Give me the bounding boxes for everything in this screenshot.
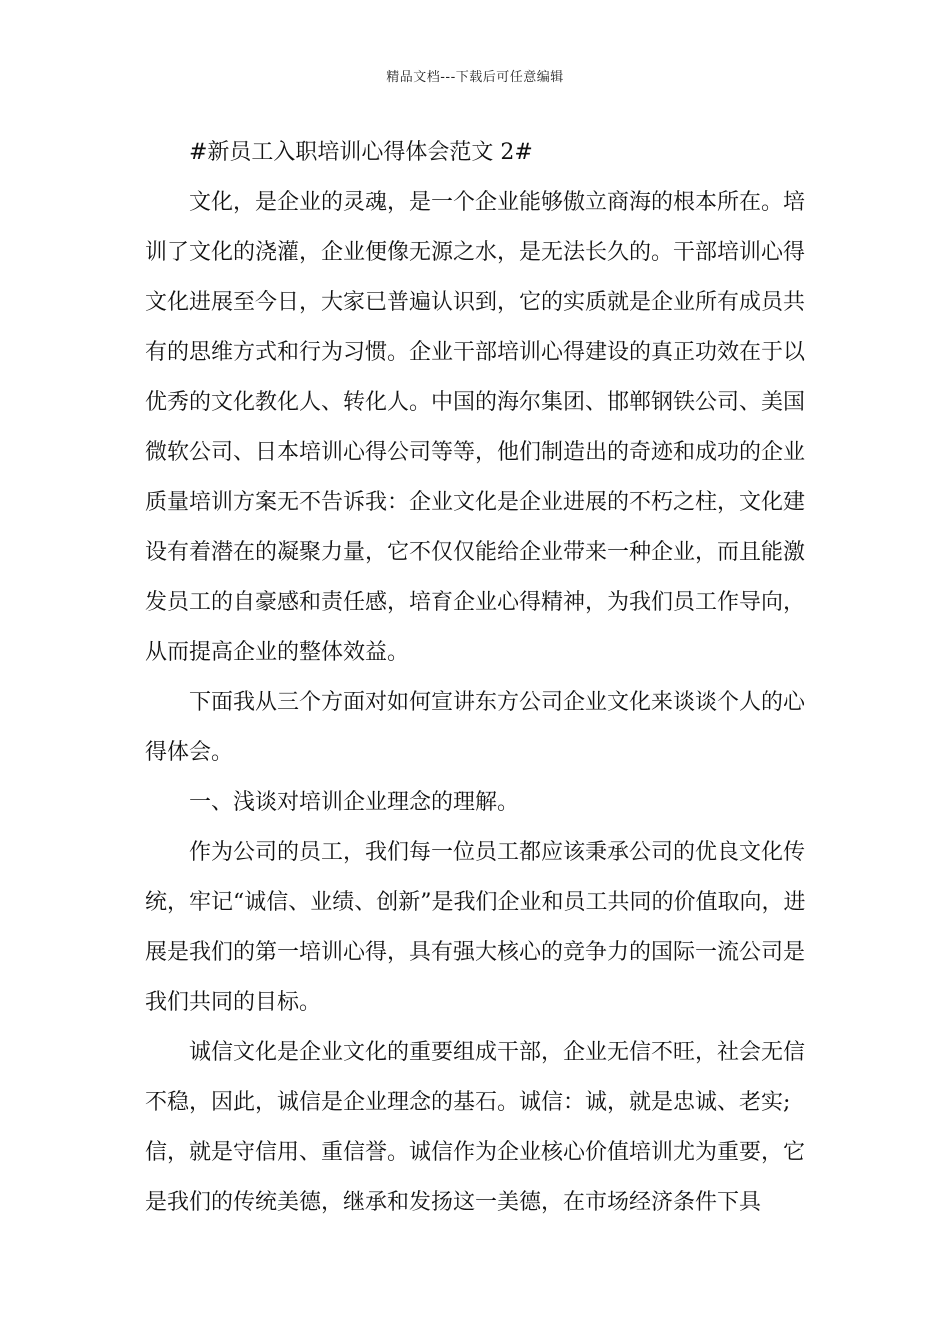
section-heading-1: 一、浅谈对培训企业理念的理解。 [189, 790, 520, 815]
document-title: #新员工入职培训心得体会范文 2# [189, 140, 533, 165]
document-body [145, 128, 825, 1228]
paragraph-4: 诚信文化是企业文化的重要组成干部，企业无信不旺，社会无信不稳，因此，诚信是企业理念的基石。诚信：诚，就是忠诚、老实;信，就是守信用、重信誉。诚信作为企业核心价值培训尤为重要，它是我们的传统美德，继承和发扬这一美德，在市场经济条件下具 [145, 1040, 806, 1215]
paragraph-3: 作为公司的员工，我们每一位员工都应该秉承公司的优良文化传统，牢记“诚信、业绩、创新”是我们企业和员工共同的价值取向，进展是我们的第一培训心得，具有强大核心的竞争力的国际一流公司是我们共同的目标。 [145, 840, 806, 1015]
paragraph-1: 文化，是企业的灵魂，是一个企业能够傲立商海的根本所在。培训了文化的浇灌，企业便像无源之水，是无法长久的。干部培训心得文化进展至今日，大家已普遍认识到，它的实质就是企业所有成员共有的思维方式和行为习惯。企业干部培训心得建设的真正功效在于以优秀的文化教化人、转化人。中国的海尔集团、邯郸钢铁公司、美国微软公司、日本培训心得公司等等，他们制造出的奇迹和成功的企业质量培训方案无不告诉我：企业文化是企业进展的不朽之柱，文化建设有着潜在的凝聚力量，它不仅仅能给企业带来一种企业，而且能激发员工的自豪感和责任感，培育企业心得精神，为我们员工作导向，从而提高企业的整体效益。 [145, 190, 806, 665]
paragraph-2: 下面我从三个方面对如何宣讲东方公司企业文化来谈谈个人的心得体会。 [145, 690, 806, 765]
page-header-caption: 精品文档---下载后可任意编辑 [386, 70, 564, 85]
